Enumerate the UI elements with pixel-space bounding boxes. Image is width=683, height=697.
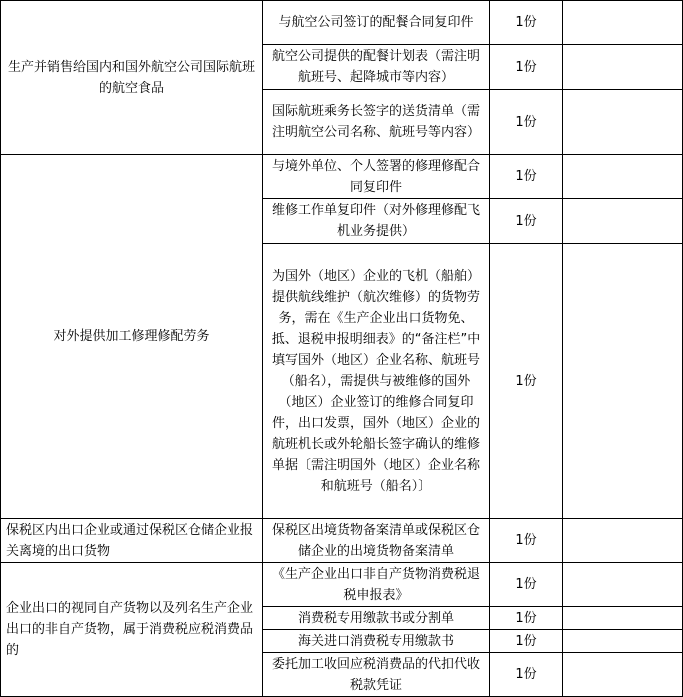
table-row [1,563,683,607]
category-cell: 企业出口的视同自产货物以及列名生产企业出口的非自产货物，属于消费税应税消费品的 [1,563,263,697]
empty-cell [563,563,683,607]
document-cell: 消费税专用缴款书或分割单 [263,607,490,630]
empty-cell [563,45,683,90]
table-row [1,519,683,563]
quantity-cell: 1份 [490,607,563,630]
document-cell: 海关进口消费税专用缴款书 [263,630,490,653]
empty-cell [563,155,683,199]
document-cell: 国际航班乘务长签字的送货清单（需注明航空公司名称、航班号等内容） [263,90,490,155]
category-cell: 生产并销售给国内和国外航空公司国际航班的航空食品 [1,1,263,155]
category-cell: 对外提供加工修理修配劳务 [1,155,263,519]
quantity-cell: 1份 [490,630,563,653]
quantity-cell: 1份 [490,1,563,45]
quantity-cell: 1份 [490,45,563,90]
document-cell: 航空公司提供的配餐计划表（需注明航班号、起降城市等内容） [263,45,490,90]
empty-cell [563,630,683,653]
document-cell: 委托加工收回应税消费品的代扣代收税款凭证 [263,653,490,697]
quantity-cell: 1份 [490,519,563,563]
empty-cell [563,519,683,563]
table-row [1,1,683,45]
empty-cell [563,90,683,155]
document-cell: 为国外（地区）企业的飞机（船舶）提供航线维护（航次维修）的货物劳务，需在《生产企业出口货物免、抵、退税申报明细表》的“备注栏”中填写国外（地区）企业名称、航班号（船名），需提供与被维修的国外（地区）企业签订的维修合同复印件，出口发票，国外（地区）企业的航班机长或外轮船长签字确认的维修单据〔需注明国外（地区）企业名称和航班号（船名）〕 [263,244,490,519]
empty-cell [563,607,683,630]
document-cell: 与航空公司签订的配餐合同复印件 [263,1,490,45]
empty-cell [563,199,683,244]
quantity-cell: 1份 [490,244,563,519]
empty-cell [563,244,683,519]
document-cell: 《生产企业出口非自产货物消费税退税申报表》 [263,563,490,607]
quantity-cell: 1份 [490,563,563,607]
quantity-cell: 1份 [490,90,563,155]
category-cell: 保税区内出口企业或通过保税区仓储企业报关离境的出口货物 [1,519,263,563]
empty-cell [563,1,683,45]
quantity-cell: 1份 [490,155,563,199]
quantity-cell: 1份 [490,653,563,697]
table-row [1,155,683,199]
document-cell: 维修工作单复印件（对外修理修配飞机业务提供） [263,199,490,244]
quantity-cell: 1份 [490,199,563,244]
document-cell: 与境外单位、个人签署的修理修配合同复印件 [263,155,490,199]
empty-cell [563,653,683,697]
document-cell: 保税区出境货物备案清单或保税区仓储企业的出境货物备案清单 [263,519,490,563]
